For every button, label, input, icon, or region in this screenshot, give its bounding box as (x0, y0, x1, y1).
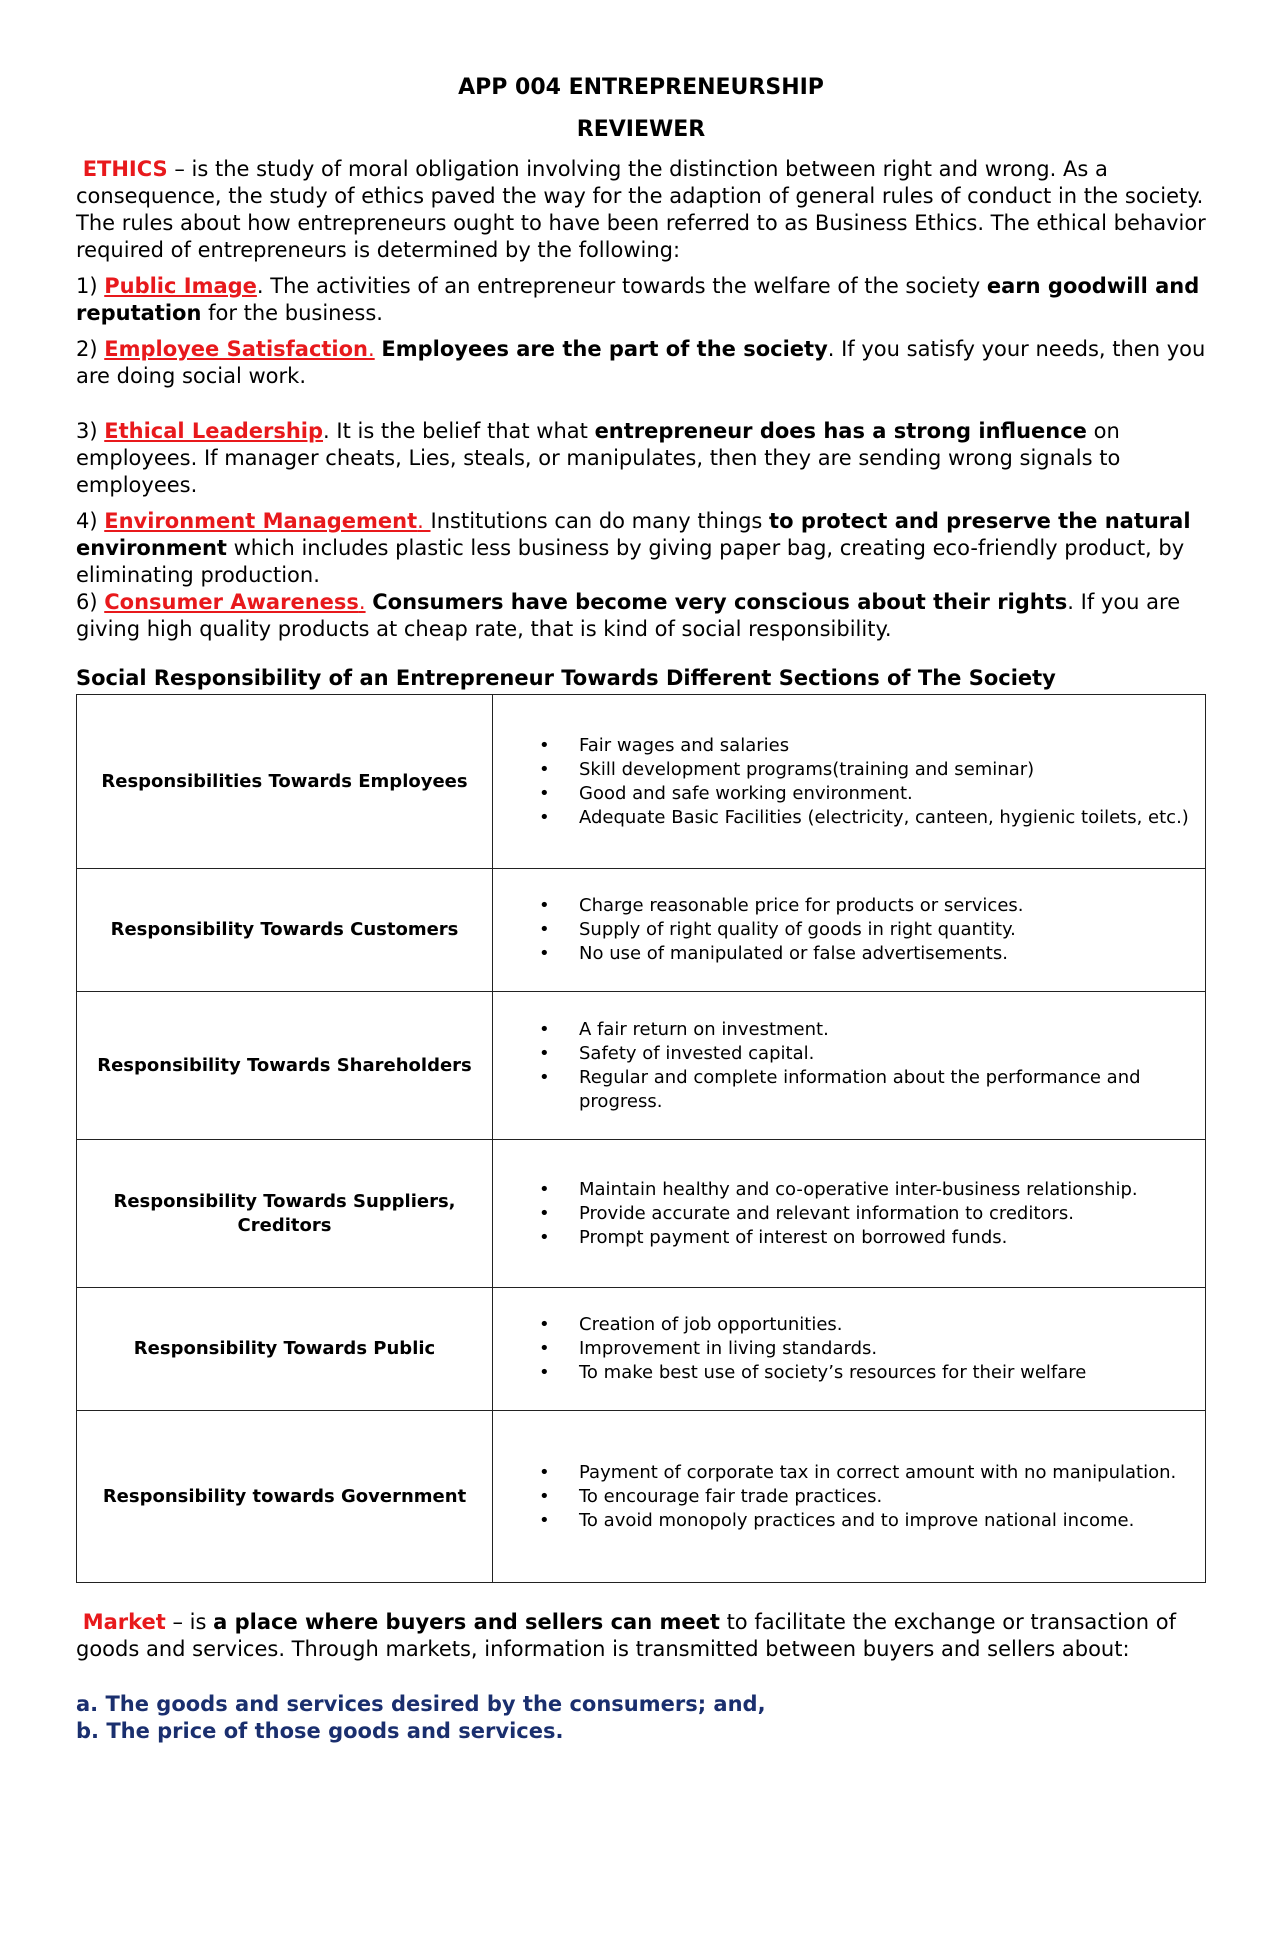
table-row (77, 869, 1206, 992)
list-item: • Payment of corporate tax in correct amount with no manipulation. (579, 1461, 1205, 1485)
market-term: Market (82, 1610, 166, 1634)
list-item: • Skill development programs(training and seminar) (579, 758, 1205, 782)
list-item: • Provide accurate and relevant information to creditors. (579, 1202, 1205, 1226)
ethics-definition: ETHICS – is the study of moral obligation involving the distinction between right and wrong. As a consequence, the study of ethics paved the way for the adaption of general rules of conduct in the society. (76, 157, 1204, 208)
market-point-b: b. The price of those goods and services. (76, 1719, 564, 1743)
table-row (77, 695, 1206, 869)
list-item: • Creation of job opportunities. (579, 1313, 1205, 1337)
ethics-item-2: 2) Employee Satisfaction. Employees are the part of the society. If you satisfy your needs, then you are doing social work. (76, 337, 1206, 388)
ethics-intro: The rules about how entrepreneurs ought to have been referred to as Business Ethics. The ethical behavior required of entrepreneurs is determined by the following: (76, 211, 1206, 262)
row-points (493, 1018, 1205, 1114)
list-item: • Regular and complete information about the performance and progress. (579, 1066, 1205, 1114)
row-heading: Responsibility towards Government (77, 1411, 493, 1583)
list-item: • Good and safe working environment. (579, 782, 1205, 806)
ethics-item-3: 3) Ethical Leadership. It is the belief that what entrepreneur does has a strong influence on employees. If manager cheats, Lies, steals, or manipulates, then they are sending wrong signals to employees. (76, 419, 1121, 497)
ethics-item-6: 6) Consumer Awareness. Consumers have become very conscious about their rights. If you are giving high quality products at cheap rate, that is kind of social responsibility. (76, 590, 1181, 641)
list-item: • A fair return on investment. (579, 1018, 1205, 1042)
list-item: • Prompt payment of interest on borrowed funds. (579, 1226, 1205, 1250)
row-points (493, 1313, 1205, 1385)
list-item: • Charge reasonable price for products or services. (579, 894, 1205, 918)
list-item: • Adequate Basic Facilities (electricity, canteen, hygienic toilets, etc.) (579, 806, 1205, 830)
row-heading: Responsibility Towards Public (77, 1288, 493, 1411)
document-page (76, 70, 1206, 1745)
ethics-item-1: 1) Public Image. The activities of an entrepreneur towards the welfare of the society earn goodwill and reputation for the business. (76, 274, 1200, 325)
document-title: APP 004 ENTREPRENEURSHIP (458, 75, 824, 100)
list-item: • Safety of invested capital. (579, 1042, 1205, 1066)
market-definition: Market – is a place where buyers and sellers can meet to facilitate the exchange or transaction of goods and services. Through markets, information is transmitted between buyers and sellers about: (76, 1610, 1176, 1661)
list-item: • Maintain healthy and co-operative inter-business relationship. (579, 1178, 1205, 1202)
list-item: • Fair wages and salaries (579, 734, 1205, 758)
table-row (77, 992, 1206, 1140)
row-heading: Responsibility Towards Customers (77, 869, 493, 992)
list-item: • No use of manipulated or false advertisements. (579, 942, 1205, 966)
row-points (493, 1178, 1205, 1250)
list-item: • Supply of right quality of goods in right quantity. (579, 918, 1205, 942)
table-row (77, 1140, 1206, 1288)
table-title: Social Responsibility of an Entrepreneur Towards Different Sections of The Society (76, 666, 1056, 690)
table-row (77, 1411, 1206, 1583)
ethics-item-4: 4) Environment Management. Institutions can do many things to protect and preserve the natural environment which includes plastic less business by giving paper bag, creating eco-friendly product, by eliminating production. (76, 509, 1191, 587)
responsibility-table (76, 694, 1206, 1583)
row-points (493, 894, 1205, 966)
table-row (77, 1288, 1206, 1411)
row-heading: Responsibilities Towards Employees (77, 695, 493, 869)
list-item: • To avoid monopoly practices and to improve national income. (579, 1509, 1205, 1533)
ethics-term: ETHICS (82, 157, 168, 181)
list-item: • To make best use of society’s resources for their welfare (579, 1361, 1205, 1385)
row-points (493, 1461, 1205, 1533)
row-points (493, 734, 1205, 830)
list-item: • Improvement in living standards. (579, 1337, 1205, 1361)
document-subtitle: REVIEWER (576, 117, 706, 142)
row-heading: Responsibility Towards Shareholders (77, 992, 493, 1140)
list-item: • To encourage fair trade practices. (579, 1485, 1205, 1509)
market-point-a: a. The goods and services desired by the consumers; and, (76, 1692, 766, 1716)
row-heading: Responsibility Towards Suppliers, Creditors (77, 1140, 493, 1288)
